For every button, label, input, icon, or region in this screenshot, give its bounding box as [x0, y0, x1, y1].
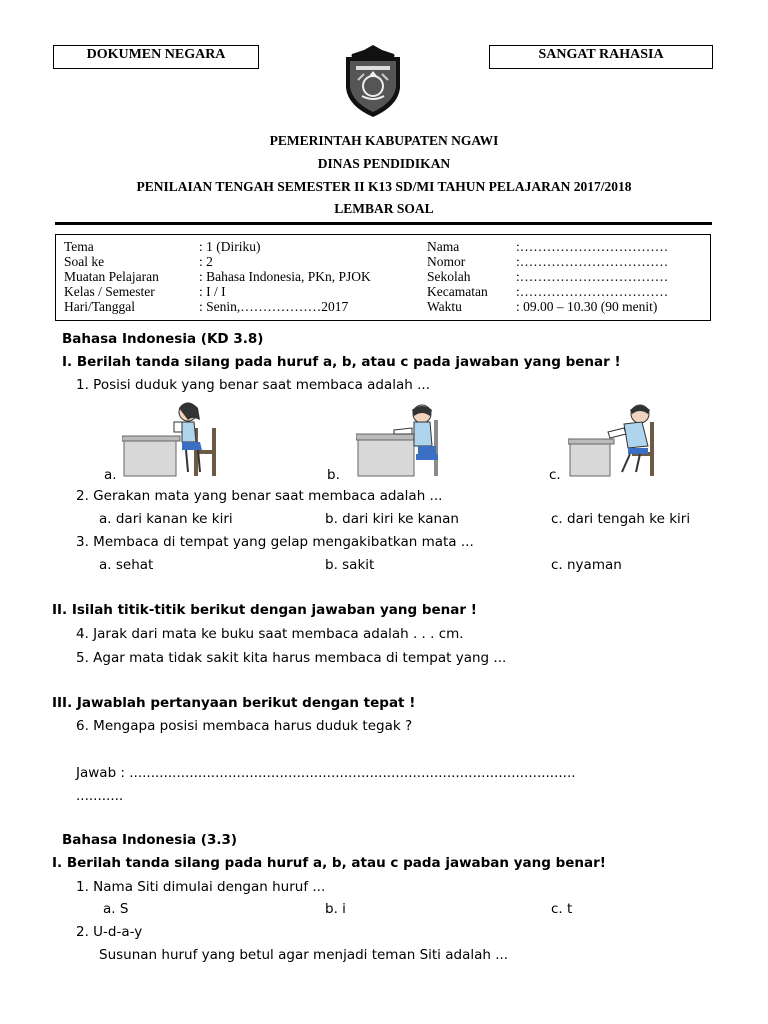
q3-option-a: a. sehat — [99, 557, 154, 573]
info-label-hari: Hari/Tanggal — [64, 299, 136, 314]
info-label-nama: Nama — [427, 239, 460, 254]
info-label-soal: Soal ke — [64, 254, 105, 269]
section-heading-33: Bahasa Indonesia (3.3) — [62, 832, 238, 848]
info-value-nomor: :…………………………… — [516, 254, 669, 269]
department-title: DINAS PENDIDIKAN — [317, 156, 451, 171]
question-s4-2-sub: Susunan huruf yang betul agar menjadi teman Siti adalah ... — [99, 947, 509, 963]
instruction-4: I. Berilah tanda silang pada huruf a, b, atau c pada jawaban yang benar! — [52, 855, 606, 871]
s4-q1-option-c: c. t — [551, 901, 573, 917]
question-s4-1: 1. Nama Siti dimulai dengan huruf ... — [76, 879, 326, 895]
info-label-muatan: Muatan Pelajaran — [64, 269, 159, 284]
q2-option-a: a. dari kanan ke kiri — [99, 511, 233, 527]
answer-line-continued: ........... — [76, 788, 124, 804]
q1-option-c: c. — [549, 467, 561, 483]
exam-title: PENILAIAN TENGAH SEMESTER II K13 SD/MI TAHUN PELAJARAN 2017/2018 — [136, 179, 632, 194]
info-value-muatan: : Bahasa Indonesia, PKn, PJOK — [199, 269, 371, 284]
info-value-soal: : 2 — [199, 254, 213, 269]
s4-q1-option-b: b. i — [325, 901, 346, 917]
emblem-icon — [340, 44, 406, 118]
q3-option-c: c. nyaman — [551, 557, 622, 573]
header-divider — [55, 222, 712, 225]
secrecy-box — [489, 45, 713, 69]
info-value-kecamatan: :…………………………… — [516, 284, 669, 299]
info-label-kecamatan: Kecamatan — [427, 284, 488, 299]
q2-option-b: b. dari kiri ke kanan — [325, 511, 459, 527]
info-value-nama: :…………………………… — [516, 239, 669, 254]
document-classification-label: DOKUMEN NEGARA — [86, 47, 226, 62]
reading-posture-illustration-b — [356, 400, 446, 478]
instruction-1: I. Berilah tanda silang pada huruf a, b, atau c pada jawaban yang benar ! — [62, 354, 621, 370]
question-3: 3. Membaca di tempat yang gelap mengakibatkan mata ... — [76, 534, 474, 550]
section-heading-kd38: Bahasa Indonesia (KD 3.8) — [62, 331, 264, 347]
secrecy-label: SANGAT RAHASIA — [538, 47, 664, 62]
government-title: PEMERINTAH KABUPATEN NGAWI — [269, 133, 499, 148]
instruction-2: II. Isilah titik-titik berikut dengan jawaban yang benar ! — [52, 602, 477, 618]
q3-option-b: b. sakit — [325, 557, 375, 573]
info-value-sekolah: :…………………………… — [516, 269, 669, 284]
q1-option-b: b. — [327, 467, 340, 483]
s4-q1-option-a: a. S — [103, 901, 129, 917]
question-1: 1. Posisi duduk yang benar saat membaca adalah ... — [76, 377, 430, 393]
sheet-title: LEMBAR SOAL — [334, 201, 434, 216]
info-label-sekolah: Sekolah — [427, 269, 471, 284]
reading-posture-illustration-c — [568, 402, 658, 478]
info-label-nomor: Nomor — [427, 254, 466, 269]
q1-option-a: a. — [104, 467, 117, 483]
answer-line: Jawab : ........................................................................................................ — [76, 765, 576, 781]
info-value-tema: : 1 (Diriku) — [199, 239, 261, 254]
question-6: 6. Mengapa posisi membaca harus duduk tegak ? — [76, 718, 413, 734]
question-2: 2. Gerakan mata yang benar saat membaca adalah ... — [76, 488, 443, 504]
q2-option-c: c. dari tengah ke kiri — [551, 511, 691, 527]
reading-posture-illustration-a — [122, 398, 217, 478]
question-5: 5. Agar mata tidak sakit kita harus membaca di tempat yang ... — [76, 650, 507, 666]
info-label-kelas: Kelas / Semester — [64, 284, 155, 299]
document-classification-box — [53, 45, 259, 69]
question-4: 4. Jarak dari mata ke buku saat membaca adalah . . . cm. — [76, 626, 464, 642]
instruction-3: III. Jawablah pertanyaan berikut dengan tepat ! — [52, 695, 416, 711]
info-label-tema: Tema — [64, 239, 94, 254]
info-value-hari: : Senin,………………2017 — [199, 299, 349, 314]
question-s4-2: 2. U-d-a-y — [76, 924, 143, 940]
info-label-waktu: Waktu — [427, 299, 462, 314]
info-value-waktu: : 09.00 – 10.30 (90 menit) — [516, 299, 658, 314]
info-value-kelas: : I / I — [199, 284, 226, 299]
